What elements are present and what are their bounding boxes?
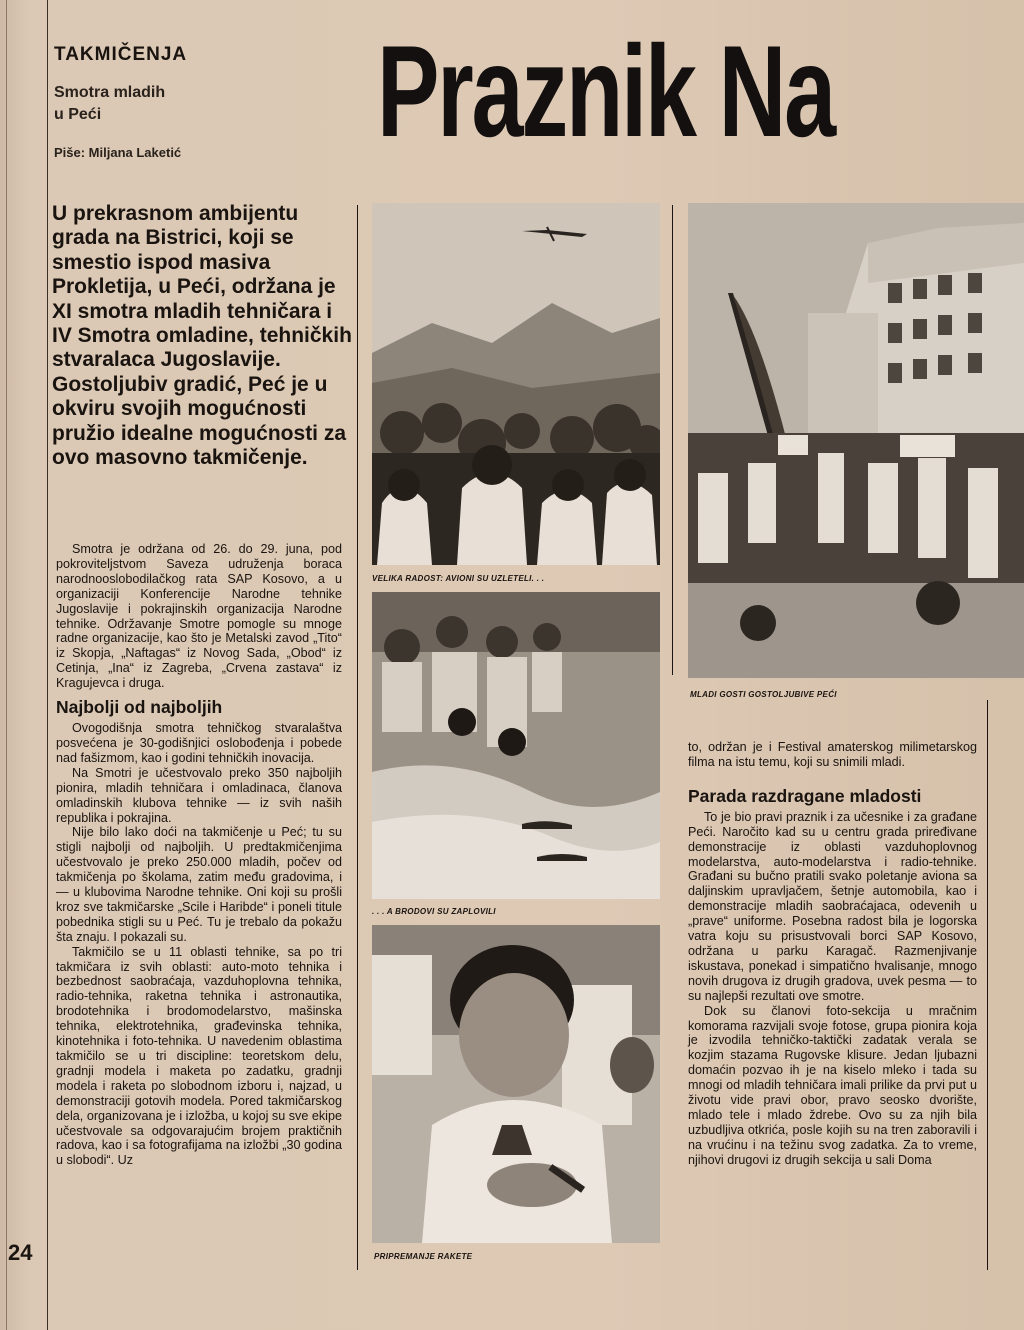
col1-paragraph: Ovogodišnja smotra tehničkog stvaralaštva posvećena je 30-godišnjici oslobođenja i pobede nad fašizmom, kao i godini tehničkih inovacija.: [56, 721, 342, 765]
caption-rocket: PRIPREMANJE RAKETE: [374, 1252, 473, 1261]
byline: Piše: Miljana Laketić: [54, 145, 182, 160]
col3-paragraph: to, održan je i Festival amaterskog milimetarskog filma na istu temu, koji su snimili mladi.: [688, 740, 977, 769]
page-number: 24: [8, 1240, 33, 1265]
photo-boy-image: [372, 925, 660, 1243]
col3-paragraph: Dok su članovi foto-sekcija u mračnim komorama razvijali svoje fotose, grupa pionira koja je izvodila tehničko-taktički zadatak verala se kozjim stazama Rugovske klisure. Jedan ljubazni domaćin pozvao ih je na kiselo mleko i tada su mnogi od mladih tehničara imali prilike da prvi put u životu vide pravi obor, pravo seosko dvorište, mlado tele i mlado ždrebe. Ovo su za njih bila uzbudljiva otkrića, posle kojih su na tren zaboravili i na vrućinu i na težinu svog zadatka. Za to vreme, njihovi drugovi iz drugih sekcija u sali Doma: [688, 1003, 977, 1167]
photo-street-image: [688, 203, 1024, 678]
caption-street: MLADI GOSTI GOSTOLJUBIVE PEĆI: [690, 690, 837, 699]
caption-airplanes: VELIKA RADOST: AVIONI SU UZLETELI. . .: [372, 574, 545, 583]
photo-boats: [372, 592, 660, 899]
subtitle-line1: Smotra mladih: [54, 84, 166, 101]
page-edge: [6, 0, 7, 1330]
photo-airplane-image: [372, 203, 660, 565]
column-rule-left: [47, 0, 48, 1330]
column-rule: [672, 205, 673, 675]
photo-airplane-crowd: [372, 203, 660, 565]
col3-paragraph: To je bio pravi praznik i za učesnike i za građane Peći. Naročito kad su u centru grada priređivane demonstracije iz oblasti vazduhoplovnog modelarstva, auto-modelarstva i radio-tehnike. Građani su bučno pratili svako poletanje aviona sa daljinskim upravljačem, šetnje automobila, kao i demonstracije mladih saobraćajaca, odevenih u „prave“ uniforme. Posebna radost bila je logorska vatra koju su prisustvovali borci SAP Kosovo, održana u parku Karagač. Razmenjivanje iskustava, ponekad i simpatično hvalisanje, mnogo novih drugova iz drugih gradova, uvek pesma — to su najlepši rezultati ove smotre.: [688, 809, 977, 1003]
col1-paragraph: Nije bilo lako doći na takmičenje u Peć; tu su stigli najbolji od najboljih. U predtakmičenjima učestvovalo je preko 250.000 mladih, počev od takmičenja po školama, zatim među gradovima, i — u klubovima Narodne tehnike. Oni koji su prošli kroz sve takmičarske „Scile i Haribde“ i poneli titule pobednika stigli su u Peć. Tu je trebalo da pokažu šta znaju. I pokazali su.: [56, 825, 342, 944]
col1-paragraph: Takmičilo se u 11 oblasti tehnike, sa po tri takmičara iz svih oblasti: auto-moto tehnika i bezbednost saobraćaja, vazduhoplovna tehnika, radio-tehnika, raketna tehnika i astronautika, brodotehnika i brodomodelarstvo, mašinska tehnika, elektrotehnika, građevinska tehnika, kinotehnika i foto-tehnika. U navedenim oblastima takmičilo se u tri discipline: teoretskom delu, gradnji modela i maketa po zadatku, gradnji modela i raketa po slobodnom izboru i, najzad, u demonstraciji gotovih modela. Pored takmičarskog dela, organizovana je i izložba, u kojoj su sve ekipe učestvovale sa odgovarajućim brojem praktičnih radova, kao i sa fotografijama na izložbi „30 godina u slobodi“. Uz: [56, 944, 342, 1168]
lead-paragraph: U prekrasnom ambijentu grada na Bistrici, koji se smestio ispod masiva Prokletija, u Peći, održana je XI smotra mladih tehničara i IV Smotra omladine, tehničkih stvaralaca Jugoslavije. Gostoljubiv gradić, Peć je u okviru svojih mogućnosti pružio idealne mogućnosti za ovo masovno takmičenje.: [52, 202, 352, 470]
column-rule: [987, 700, 988, 1270]
caption-boats: . . . A BRODOVI SU ZAPLOVILI: [372, 907, 496, 916]
column-1: [56, 542, 342, 1168]
photo-street-crowd: [688, 203, 1024, 678]
article-title: Praznik Na: [377, 18, 835, 164]
column-3: [688, 740, 977, 1168]
col1-heading: Najbolji od najboljih: [56, 697, 223, 718]
photo-boy-rocket: [372, 925, 660, 1243]
column-rule: [357, 205, 358, 1270]
col1-paragraph: Smotra je održana od 26. do 29. juna, pod pokroviteljstvom Saveza udruženja boraca narodnooslobodilačkog rata SAP Kosovo, a u organizaciji Konferencije Narodne tehnike Jugoslavije i pokrajinskih organizacija Narodne tehnike. Održavanje Smotre pomogle su mnoge radne organizacije, kao što je Metalski zavod „Tito“ iz Skopja, „Naftagas“ iz Novog Sada, „Obod“ iz Cetinja, „Ina“ iz Zagreba, „Crvena zastava“ iz Kragujevca i druga.: [56, 542, 342, 691]
subtitle-line2: u Peći: [54, 106, 102, 123]
photo-boats-image: [372, 592, 660, 899]
section-label: TAKMIČENJA: [54, 44, 188, 65]
col3-heading: Parada razdragane mladosti: [688, 785, 922, 806]
col1-paragraph: Na Smotri je učestvovalo preko 350 najboljih pionira, mladih tehničara i omladinaca, članova omladinskih klubova tehnike — iz svih naših republika i pokrajina.: [56, 765, 342, 825]
